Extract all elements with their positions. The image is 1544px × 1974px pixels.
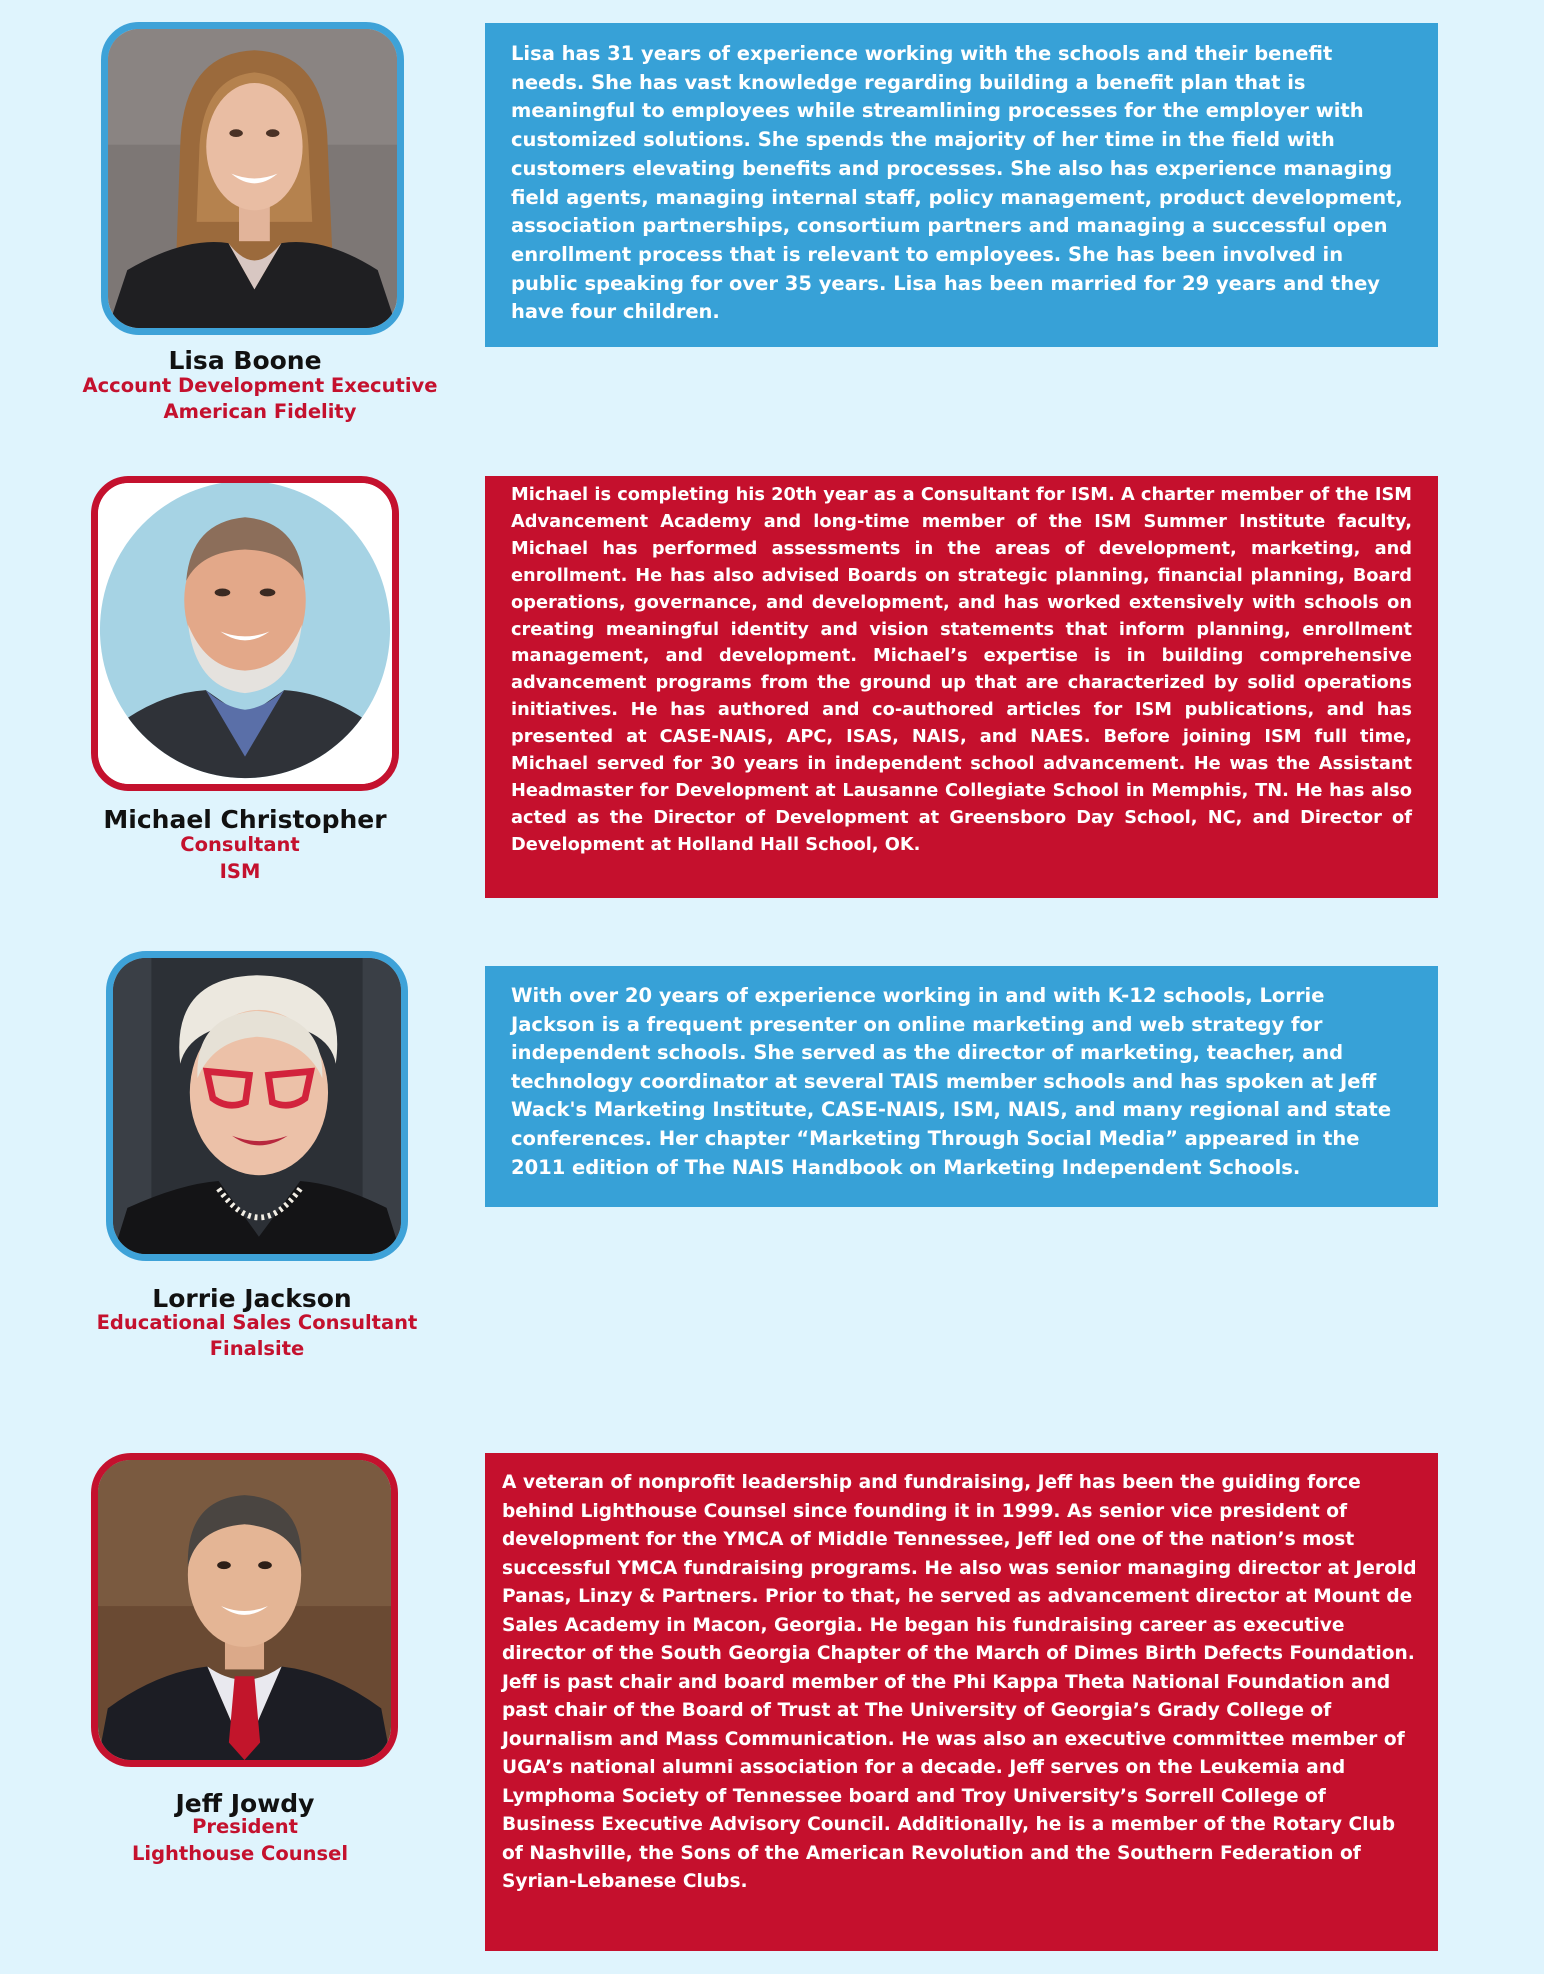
profile-bio: Michael is completing his 20th year as a Consultant for ISM. A charter member of the ISM Advancement Academy and long-time member of the ISM Summer Institute faculty, Michael has performed assessments in the areas of development, marketing, and enrollment. He has also advised Boards on strategic planning, financial planning, Board operations, governance, and development, and has worked extensively with schools on creating meaningful identity and vision statements that inform planning, enrollment management, and development. Michael’s expertise is in building comprehensive advancement programs from the ground up that are characterized by solid operations initiatives. He has authored and co-authored articles for ISM publications, and has presented at CASE-NAIS, APC, ISAS, NAIS, and NAES. Before joining ISM full time, Michael served for 30 years in independent school advancement. He was the Assistant Headmaster for Development at Lausanne Collegiate School in Memphis, TN. He has also acted as the Director of Development at Greensboro Day School, NC, and Director of Development at Holland Hall School, OK.: [485, 476, 1438, 898]
profile-title: Consultant: [180, 833, 300, 856]
profile-title: President: [192, 1815, 298, 1838]
profile-name: Jeff Jowdy: [175, 1789, 315, 1818]
portrait-image: [98, 483, 392, 784]
profile-photo-lorrie-jackson: [106, 951, 408, 1261]
profile-organization: American Fidelity: [163, 400, 357, 423]
profile-organization: ISM: [219, 860, 261, 883]
profile-bio: A veteran of nonprofit leadership and fundraising, Jeff has been the guiding force behind Lighthouse Counsel since founding it in 1999. As senior vice president of development for the YMCA of Middle Tennessee, Jeff led one of the nation’s most successful YMCA fundraising programs. He also was senior managing director at Jerold Panas, Linzy & Partners. Prior to that, he served as advancement director at Mount de Sales Academy in Macon, Georgia. He began his fundraising career as executive director of the South Georgia Chapter of the March of Dimes Birth Defects Foundation. Jeff is past chair and board member of the Phi Kappa Theta National Foundation and past chair of the Board of Trust at The University of Georgia’s Grady College of Journalism and Mass Communication. He was also an executive committee member of UGA’s national alumni association for a decade. Jeff serves on the Leukemia and Lymphoma Society of Tennessee board and Troy University’s Sorrell College of Business Executive Advisory Council. Additionally, he is a member of the Rotary Club of Nashville, the Sons of the American Revolution and the Southern Federation of Syrian-Lebanese Clubs.: [485, 1453, 1438, 1951]
profile-photo-jeff-jowdy: [91, 1453, 398, 1767]
profile-name: Lisa Boone: [168, 346, 322, 375]
profile-bio: Lisa has 31 years of experience working with the schools and their benefit needs. She has vast knowledge regarding building a benefit plan that is meaningful to employees while streamlining processes for the employer with customized solutions. She spends the majority of her time in the field with customers elevating benefits and processes. She also has experience managing field agents, managing internal staff, policy management, product development, association partnerships, consortium partners and managing a successful open enrollment process that is relevant to employees. She has been involved in public speaking for over 35 years. Lisa has been married for 29 years and they have four children.: [485, 23, 1438, 347]
profile-name: Lorrie Jackson: [152, 1284, 352, 1313]
profile-title: Account Development Executive: [82, 374, 438, 397]
portrait-image: [98, 1460, 391, 1760]
profile-organization: Lighthouse Counsel: [131, 1842, 349, 1865]
portrait-image: [108, 29, 397, 328]
profile-photo-lisa-boone: [101, 22, 404, 335]
portrait-image: [113, 958, 401, 1254]
profile-photo-michael-christopher: [91, 476, 399, 791]
profile-bio: With over 20 years of experience working in and with K-12 schools, Lorrie Jackson is a frequent presenter on online marketing and web strategy for independent schools. She served as the director of marketing, teacher, and technology coordinator at several TAIS member schools and has spoken at Jeff Wack's Marketing Institute, CASE-NAIS, ISM, NAIS, and many regional and state conferences. Her chapter “Marketing Through Social Media” appeared in the 2011 edition of The NAIS Handbook on Marketing Independent Schools.: [485, 966, 1438, 1207]
profile-organization: Finalsite: [209, 1337, 305, 1360]
profile-title: Educational Sales Consultant: [96, 1311, 418, 1334]
profile-name: Michael Christopher: [103, 805, 387, 834]
